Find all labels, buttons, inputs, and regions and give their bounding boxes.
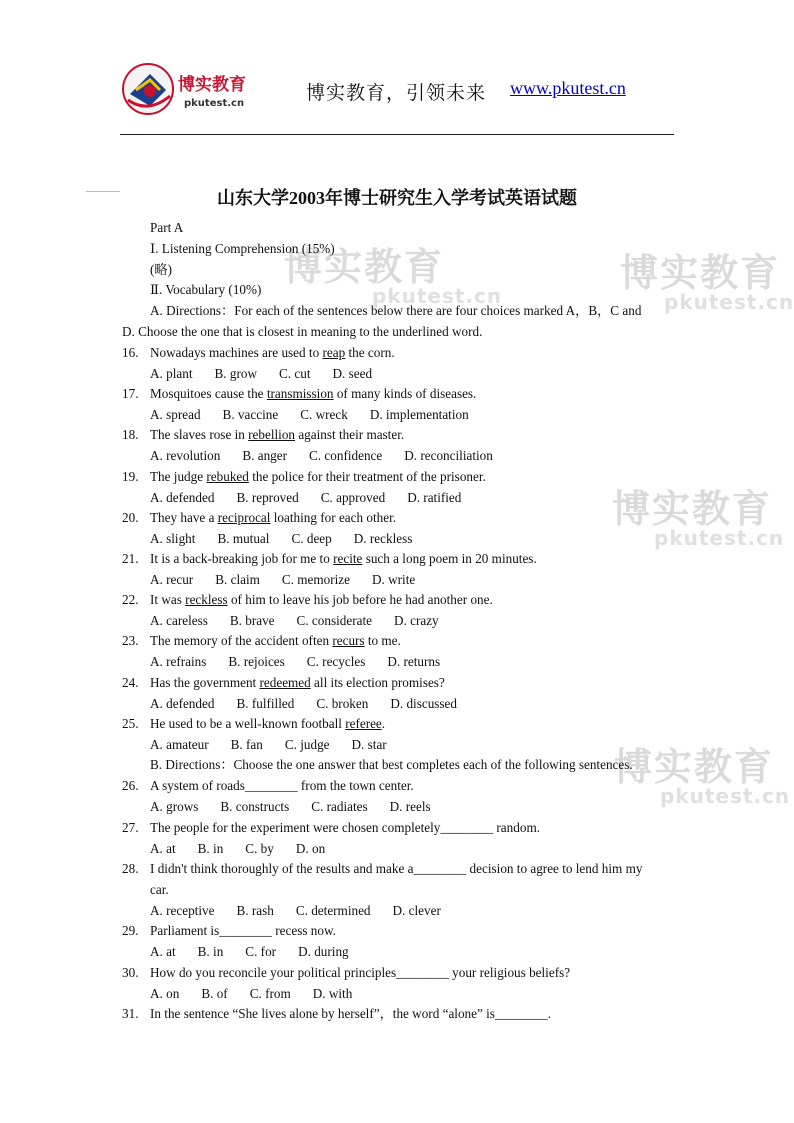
answer-option[interactable]: C. memorize <box>281 572 351 587</box>
stem-text: He used to be a well-known football <box>150 715 346 731</box>
answer-option[interactable]: D. star <box>351 736 387 752</box>
header-slogan: 博实教育，引领未来 <box>306 83 487 104</box>
header-divider <box>120 134 674 135</box>
stem-text: Mosquitoes cause the <box>150 386 267 402</box>
answer-option[interactable]: B. grow <box>214 366 257 381</box>
question-number: 28. <box>122 861 139 876</box>
answer-options <box>150 531 434 547</box>
watermark-text: 博实教育 <box>614 745 775 789</box>
stem-text: Has the government <box>150 674 260 690</box>
answer-options <box>150 799 453 815</box>
svg-text:pkutest.cn: pkutest.cn <box>184 98 245 109</box>
answer-option[interactable]: D. reckless <box>353 530 413 546</box>
question-stem <box>122 820 540 836</box>
answer-option[interactable]: B. mutual <box>217 530 270 546</box>
answer-options <box>150 986 374 1002</box>
stem-text: the police for their treatment of the prisoner. <box>248 468 486 484</box>
stem-text: How do you reconcile your political principles________ your religious beliefs? <box>150 964 571 980</box>
stem-text: of him to leave his job before he had another one. <box>227 592 493 608</box>
answer-options <box>150 613 461 629</box>
directions-text: B. Directions：Choose the one answer that best completes each of the following sentences. <box>150 757 633 772</box>
answer-option[interactable]: D. implementation <box>369 407 469 423</box>
underlined-word: redeemed <box>259 674 311 690</box>
watermark-text: 博实教育 <box>612 487 773 531</box>
answer-option[interactable]: B. of <box>201 985 228 1001</box>
stem-text: Nowadays machines are used to <box>150 345 323 360</box>
answer-option[interactable]: C. from <box>249 985 291 1001</box>
stem-text: I didn't think thoroughly of the results and make a________ decision to agree to lend him my <box>150 861 643 876</box>
answer-option[interactable]: A. receptive <box>150 902 215 918</box>
directions-text: D. Choose the one that is closest in meaning to the underlined word. <box>122 324 483 339</box>
question-stem <box>122 633 401 649</box>
question-number: 22. <box>122 592 139 608</box>
answer-option[interactable]: B. rejoices <box>228 654 285 670</box>
answer-option[interactable]: D. reels <box>389 799 431 814</box>
answer-option[interactable]: B. reproved <box>236 489 299 505</box>
answer-options <box>150 903 463 919</box>
underlined-word: reckless <box>185 592 228 608</box>
answer-option[interactable]: D. on <box>295 840 326 856</box>
answer-option[interactable]: D. crazy <box>393 613 439 629</box>
answer-option[interactable]: B. brave <box>229 613 275 629</box>
stem-text: loathing for each other. <box>270 509 397 525</box>
answer-option[interactable]: C. broken <box>316 695 369 711</box>
question-stem <box>122 716 385 732</box>
question-number: 21. <box>122 551 139 566</box>
stem-text: It was <box>150 592 186 608</box>
answer-option[interactable]: C. considerate <box>296 613 372 629</box>
answer-option[interactable]: D. clever <box>392 902 441 918</box>
answer-option[interactable]: C. cut <box>279 366 311 381</box>
answer-option[interactable]: C. confidence <box>309 448 383 464</box>
stem-text: . <box>381 715 386 731</box>
stem-text: It is a back-breaking job for me to <box>150 551 334 566</box>
answer-option[interactable]: B. in <box>197 840 224 856</box>
section-heading: Ⅰ. Listening Comprehension (15%) <box>150 241 335 256</box>
answer-option[interactable]: A. at <box>150 944 176 959</box>
question-stem <box>122 965 570 981</box>
question-stem <box>122 386 476 402</box>
stem-text: The memory of the accident often <box>150 633 333 649</box>
question-stem <box>122 778 414 794</box>
stem-text: They have a <box>150 509 218 525</box>
answer-option[interactable]: B. fan <box>230 736 263 752</box>
stem-text: against their master. <box>295 427 405 443</box>
answer-option[interactable]: B. fulfilled <box>236 695 295 711</box>
question-stem <box>122 469 486 485</box>
answer-option[interactable]: C. judge <box>284 736 330 752</box>
stem-text: The people for the experiment were chosen completely________ random. <box>150 819 540 835</box>
underlined-word: reap <box>322 345 346 360</box>
answer-option[interactable]: B. constructs <box>220 799 290 814</box>
answer-option[interactable]: A. defended <box>150 489 215 505</box>
question-number: 25. <box>122 715 139 731</box>
question-number: 30. <box>122 964 139 980</box>
answer-option[interactable]: B. in <box>197 944 224 959</box>
part-label: Part A <box>150 220 184 235</box>
directions-text: A. Directions：For each of the sentences below there are four choices marked A，B，C and <box>150 303 642 318</box>
underlined-word: recurs <box>332 633 365 649</box>
answer-option[interactable]: D. seed <box>332 366 373 381</box>
answer-options <box>150 407 491 423</box>
question-stem <box>122 427 404 443</box>
underlined-word: transmission <box>266 386 334 402</box>
question-stem <box>122 923 336 939</box>
omitted-note: (略) <box>150 262 172 277</box>
question-number: 26. <box>122 778 139 793</box>
watermark-text: pkutest.cn <box>660 784 791 808</box>
answer-options <box>150 944 371 960</box>
answer-option[interactable]: C. determined <box>295 902 371 918</box>
answer-option[interactable]: A. grows <box>150 799 199 814</box>
answer-options <box>150 366 394 382</box>
section-heading: Ⅱ. Vocabulary (10%) <box>150 282 262 297</box>
answer-option[interactable]: C. recycles <box>306 654 366 670</box>
stem-text: of many kinds of diseases. <box>333 386 477 402</box>
answer-option[interactable]: A. careless <box>150 613 208 629</box>
underlined-word: reciprocal <box>217 509 271 525</box>
stem-text: all its election promises? <box>310 674 445 690</box>
question-stem <box>122 675 445 691</box>
watermark-text: pkutest.cn <box>664 290 794 314</box>
answer-option[interactable]: A. slight <box>150 530 196 546</box>
answer-option[interactable]: D. ratified <box>407 489 462 505</box>
underlined-word: rebellion <box>248 427 296 443</box>
answer-option[interactable]: A. recur <box>150 572 194 587</box>
page-header <box>120 58 674 136</box>
stem-text: The judge <box>150 468 207 484</box>
underlined-word: referee <box>345 715 382 731</box>
stem-text: the corn. <box>345 345 395 360</box>
question-number: 20. <box>122 509 139 525</box>
answer-option[interactable]: B. rash <box>236 902 274 918</box>
answer-option[interactable]: A. plant <box>150 366 193 381</box>
answer-options <box>150 696 479 712</box>
answer-option[interactable]: A. at <box>150 840 176 856</box>
answer-option[interactable]: C. approved <box>320 489 386 505</box>
question-stem <box>122 861 642 877</box>
watermark-text: 博实教育 <box>284 245 445 289</box>
answer-option[interactable]: A. defended <box>150 695 215 711</box>
answer-option[interactable]: A. on <box>150 985 180 1001</box>
answer-options <box>150 572 437 588</box>
answer-option[interactable]: D. discussed <box>390 695 458 711</box>
answer-option[interactable]: C. for <box>245 944 277 959</box>
answer-option[interactable]: D. with <box>312 985 353 1001</box>
question-number: 18. <box>122 427 139 443</box>
website-link[interactable]: www.pkutest.cn <box>510 78 626 98</box>
svg-text:博实教育: 博实教育 <box>178 75 246 95</box>
answer-option[interactable]: D. returns <box>387 654 441 670</box>
question-number: 24. <box>122 674 139 690</box>
answer-options <box>150 490 483 506</box>
answer-options <box>150 448 515 464</box>
question-number: 16. <box>122 345 139 360</box>
answer-options <box>150 841 347 857</box>
question-number: 27. <box>122 819 139 835</box>
question-stem <box>122 592 493 608</box>
answer-option[interactable]: A. spread <box>150 407 201 423</box>
stem-text: such a long poem in 20 minutes. <box>362 551 537 566</box>
answer-option[interactable]: A. refrains <box>150 654 207 670</box>
stem-text: Parliament is________ recess now. <box>150 923 336 938</box>
question-number: 29. <box>122 923 139 938</box>
exam-title: 山东大学2003年博士研究生入学考试英语试题 <box>217 188 577 208</box>
question-number: 17. <box>122 386 139 402</box>
answer-option[interactable]: D. during <box>298 944 349 959</box>
answer-option[interactable]: C. deep <box>291 530 332 546</box>
answer-option[interactable]: A. revolution <box>150 448 221 464</box>
stem-text: to me. <box>364 633 401 649</box>
answer-options <box>150 737 409 753</box>
answer-option[interactable]: B. anger <box>242 448 288 464</box>
question-stem <box>122 345 395 361</box>
answer-option[interactable]: B. claim <box>215 572 260 587</box>
underlined-word: rebuked <box>206 468 249 484</box>
answer-option[interactable]: C. wreck <box>300 407 348 423</box>
question-number: 23. <box>122 633 139 649</box>
stem-text: In the sentence “She lives alone by herself”，the word “alone” is________. <box>150 1006 551 1021</box>
watermark-text: pkutest.cn <box>372 284 503 308</box>
answer-option[interactable]: A. amateur <box>150 736 209 752</box>
watermark-text: 博实教育 <box>620 251 781 295</box>
stem-text: The slaves rose in <box>150 427 249 443</box>
pkutest-logo <box>120 60 260 118</box>
question-number: 31. <box>122 1006 139 1021</box>
question-stem <box>122 551 537 567</box>
underlined-word: recite <box>333 551 363 566</box>
question-number: 19. <box>122 468 139 484</box>
answer-option[interactable]: C. radiates <box>311 799 368 814</box>
answer-option[interactable]: D. write <box>372 572 416 587</box>
stem-text: A system of roads________ from the town center. <box>150 778 414 793</box>
answer-options <box>150 654 462 670</box>
question-stem <box>122 510 396 526</box>
answer-option[interactable]: C. by <box>245 840 274 856</box>
answer-option[interactable]: B. vaccine <box>222 407 279 423</box>
watermark-text: pkutest.cn <box>654 526 785 550</box>
answer-option[interactable]: D. reconciliation <box>404 448 493 464</box>
stem-continuation: car. <box>150 882 169 897</box>
question-stem <box>122 1006 551 1022</box>
